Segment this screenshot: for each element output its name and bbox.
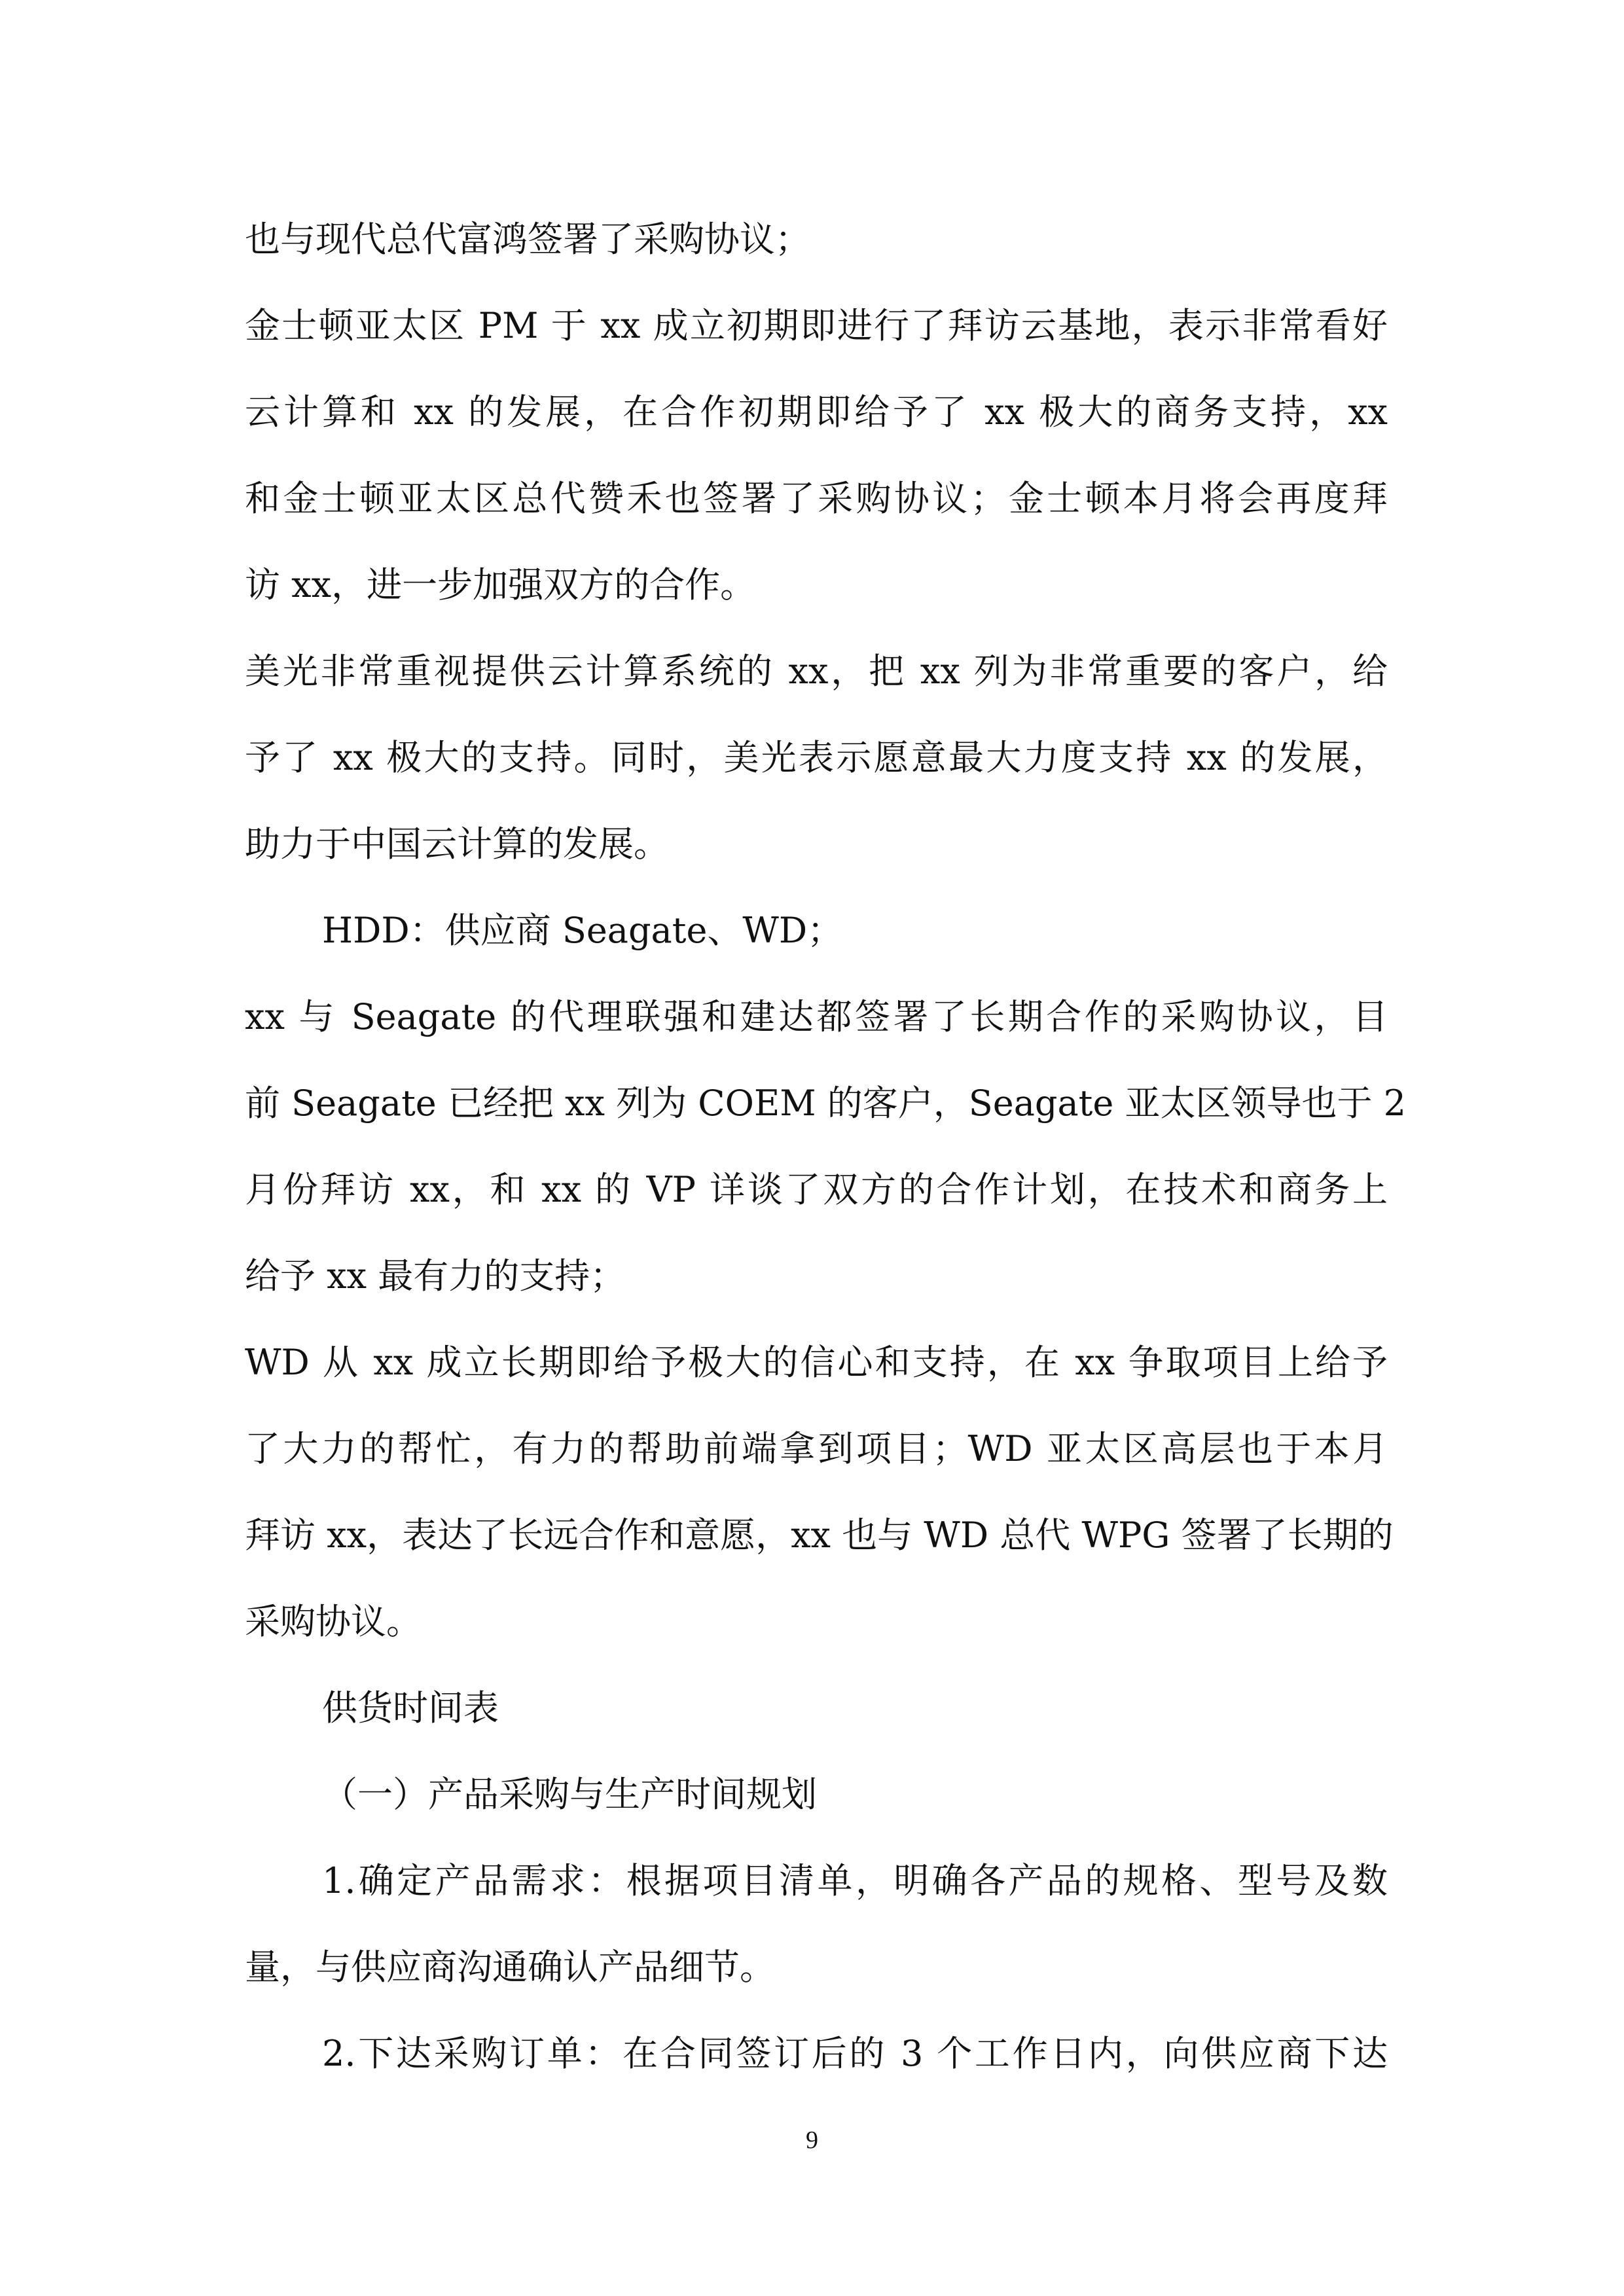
text-line: 和金士顿亚太区总代赞禾也签署了采购协议；金士顿本月将会再度拜 xyxy=(245,478,1388,519)
text-line: 助力于中国云计算的发展。 xyxy=(245,823,669,865)
text-line: 予了 xx 极大的支持。同时，美光表示愿意最大力度支持 xx 的发展， xyxy=(245,737,1388,778)
text-line: 拜访 xx，表达了长远合作和意愿，xx 也与 WD 总代 WPG 签署了长期的 xyxy=(245,1515,1394,1556)
text-line: WD 从 xx 成立长期即给予极大的信心和支持，在 xx 争取项目上给予 xyxy=(245,1342,1388,1383)
section-heading: 供货时间表 xyxy=(322,1687,499,1729)
list-item: 1.确定产品需求：根据项目清单，明确各产品的规格、型号及数 xyxy=(322,1860,1388,1901)
subsection-heading: （一）产品采购与生产时间规划 xyxy=(322,1774,817,1815)
text-line: 也与现代总代富鸿签署了采购协议； xyxy=(245,219,810,260)
document-body xyxy=(245,196,1407,2097)
text-line: 访 xx，进一步加强双方的合作。 xyxy=(245,564,756,605)
text-line: 量，与供应商沟通确认产品细节。 xyxy=(245,1946,775,1988)
text-line: xx 与 Seagate 的代理联强和建达都签署了长期合作的采购协议，目 xyxy=(245,996,1388,1037)
text-line: 前 Seagate 已经把 xx 列为 COEM 的客户，Seagate 亚太区领导也于 2 xyxy=(245,1083,1407,1124)
text-line: 云计算和 xx 的发展，在合作初期即给予了 xx 极大的商务支持，xx xyxy=(245,391,1388,433)
page-number: 9 xyxy=(806,2126,818,2154)
text-line: 美光非常重视提供云计算系统的 xx，把 xx 列为非常重要的客户，给 xyxy=(245,651,1388,692)
text-line: 金士顿亚太区 PM 于 xx 成立初期即进行了拜访云基地，表示非常看好 xyxy=(245,305,1388,346)
section-heading: HDD：供应商 Seagate、WD； xyxy=(322,910,843,951)
text-line: 了大力的帮忙，有力的帮助前端拿到项目；WD 亚太区高层也于本月 xyxy=(245,1428,1388,1469)
list-item: 2.下达采购订单：在合同签订后的 3 个工作日内，向供应商下达 xyxy=(322,2033,1388,2074)
text-line: 月份拜访 xx，和 xx 的 VP 详谈了双方的合作计划，在技术和商务上 xyxy=(245,1169,1388,1210)
text-line: 给予 xx 最有力的支持； xyxy=(245,1255,626,1297)
text-line: 采购协议。 xyxy=(245,1601,422,1642)
